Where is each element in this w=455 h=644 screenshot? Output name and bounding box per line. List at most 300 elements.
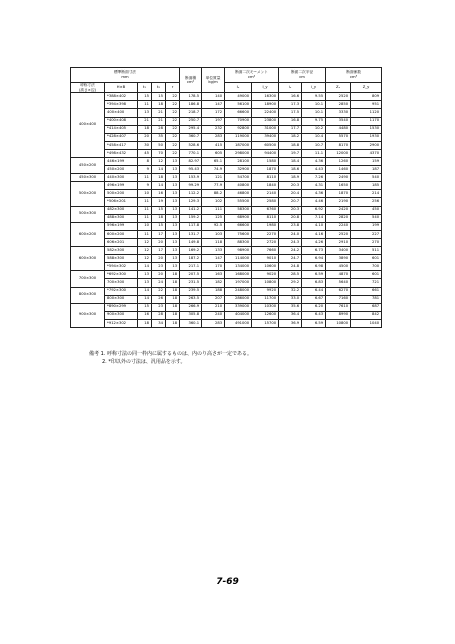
zx-cell: 2240 — [326, 222, 351, 230]
nominal-size-cell: 450×300 — [71, 174, 105, 182]
area-cell: 149.8 — [180, 238, 202, 246]
zy-cell: 1530 — [351, 125, 382, 133]
r-cell: 13 — [166, 158, 180, 166]
mass-cell: 163 — [202, 271, 225, 279]
iy-cell: 94400 — [252, 149, 279, 157]
mass-cell: 283 — [202, 133, 225, 141]
ix-cell: 187000 — [225, 141, 252, 149]
rx-cell: 16.6 — [279, 93, 302, 101]
rx-cell: 35.6 — [279, 303, 302, 311]
zx-cell: 3890 — [326, 255, 351, 263]
t2-cell: 19 — [152, 198, 166, 206]
t2-cell: 26 — [152, 295, 166, 303]
zy-cell: 4370 — [351, 149, 382, 157]
t1-cell: 11 — [138, 101, 152, 109]
zy-cell: 842 — [351, 311, 382, 319]
ix-cell: 58300 — [225, 206, 252, 214]
r-cell: 13 — [166, 182, 180, 190]
mass-cell: 170 — [202, 263, 225, 271]
iy-cell: 18900 — [252, 101, 279, 109]
hxb-cell: 400×400 — [105, 109, 138, 117]
ry-cell: 4.36 — [302, 158, 326, 166]
hxb-cell: 496×199 — [105, 182, 138, 190]
t1-cell: 12 — [138, 255, 152, 263]
rx-cell: 18.9 — [279, 174, 302, 182]
ry-cell: 4.43 — [302, 166, 326, 174]
ix-cell: 339000 — [225, 303, 252, 311]
zy-cell: 256 — [351, 198, 382, 206]
r-header: r — [166, 83, 180, 93]
t2-header: t₂ — [152, 83, 166, 93]
t2-cell: 35 — [152, 133, 166, 141]
zx-cell: 2490 — [326, 174, 351, 182]
mass-cell: 88.2 — [202, 190, 225, 198]
zy-cell: 601 — [351, 255, 382, 263]
t1-header: t₁ — [138, 83, 152, 93]
iy-cell: 39400 — [252, 133, 279, 141]
ry-cell: 10.1 — [302, 109, 326, 117]
table-header — [71, 68, 382, 93]
hxb-cell: 596×199 — [105, 222, 138, 230]
t2-cell: 18 — [152, 214, 166, 222]
r-cell: 13 — [166, 174, 180, 182]
t1-cell: 18 — [138, 125, 152, 133]
table-row — [71, 319, 382, 327]
t1-cell: 15 — [138, 93, 152, 101]
rx-cell: 18.4 — [279, 158, 302, 166]
r-cell: 13 — [166, 255, 180, 263]
ix-cell: 248000 — [225, 287, 252, 295]
hxb-cell: *394×398 — [105, 101, 138, 109]
t1-cell: 11 — [138, 214, 152, 222]
r-cell: 18 — [166, 287, 180, 295]
table-row — [71, 271, 382, 279]
rx-cell: 28.5 — [279, 271, 302, 279]
zy-cell: 450 — [351, 206, 382, 214]
ry-cell: 6.59 — [302, 271, 326, 279]
table-row — [71, 287, 382, 295]
rx-cell: 18.2 — [279, 133, 302, 141]
r-cell: 13 — [166, 247, 180, 255]
zy-cell: 721 — [351, 279, 382, 287]
ix-cell: 49000 — [225, 93, 252, 101]
zy-cell: 1120 — [351, 109, 382, 117]
zy-cell: 661 — [351, 287, 382, 295]
area-cell: 218.7 — [180, 109, 202, 117]
rog-header: 断面二次半径 cm — [279, 68, 326, 83]
ix-cell: 404000 — [225, 311, 252, 319]
area-cell: 117.8 — [180, 222, 202, 230]
ry-cell: 9.75 — [302, 117, 326, 125]
rx-cell: 20.7 — [279, 198, 302, 206]
table-row — [71, 174, 382, 182]
t1-cell: 10 — [138, 190, 152, 198]
zy-cell: 540 — [351, 214, 382, 222]
zy-cell: 601 — [351, 271, 382, 279]
t2-cell: 28 — [152, 125, 166, 133]
hxb-cell: 446×199 — [105, 158, 138, 166]
t2-cell: 23 — [152, 303, 166, 311]
hxb-cell: *506×201 — [105, 198, 138, 206]
ix-cell: 168000 — [225, 271, 252, 279]
standard-size-header: 標準断面寸法 mm — [71, 68, 180, 83]
t1-cell: 13 — [138, 279, 152, 287]
t2-cell: 17 — [152, 230, 166, 238]
hxb-cell: *428×407 — [105, 133, 138, 141]
ry-cell: 4.26 — [302, 238, 326, 246]
t1-cell: 14 — [138, 295, 152, 303]
t1-cell: 18 — [138, 319, 152, 327]
t1-cell: 45 — [138, 149, 152, 157]
r-cell: 13 — [166, 263, 180, 271]
ix-cell: 197000 — [225, 279, 252, 287]
table-row — [71, 190, 382, 198]
zx-cell: 12000 — [326, 149, 351, 157]
mass-cell: 240 — [202, 311, 225, 319]
ry-cell: 6.43 — [302, 311, 326, 319]
rx-cell: 20.8 — [279, 214, 302, 222]
nominal-size-cell: 500×300 — [71, 206, 105, 222]
t2-cell: 14 — [152, 182, 166, 190]
rx-cell: 24.7 — [279, 255, 302, 263]
t1-cell: 11 — [138, 230, 152, 238]
ry-cell: 6.83 — [302, 279, 326, 287]
iy-cell: 1870 — [252, 166, 279, 174]
zx-cell: 5640 — [326, 279, 351, 287]
table-row — [71, 255, 382, 263]
area-cell: 217.1 — [180, 263, 202, 271]
zx-cell: 8170 — [326, 141, 351, 149]
t2-cell: 20 — [152, 255, 166, 263]
r-cell: 22 — [166, 133, 180, 141]
zx-cell: 1650 — [326, 182, 351, 190]
mass-cell: 125 — [202, 214, 225, 222]
nominal-header: 呼称寸法 (高さ×辺) — [71, 83, 105, 93]
zy-cell: 1170 — [351, 117, 382, 125]
table-row — [71, 166, 382, 174]
t2-cell: 28 — [152, 311, 166, 319]
ry-cell: 6.44 — [302, 287, 326, 295]
ix-cell: 32900 — [225, 166, 252, 174]
area-header: 断面積 cm² — [180, 68, 202, 93]
hxb-cell: 440×300 — [105, 174, 138, 182]
area-cell: 360.1 — [180, 319, 202, 327]
table-row — [71, 101, 382, 109]
iy-cell: 1580 — [252, 158, 279, 166]
zy-cell: 199 — [351, 222, 382, 230]
hxb-cell: *692×300 — [105, 271, 138, 279]
iy-cell: 15700 — [252, 319, 279, 327]
iy-cell: 7660 — [252, 247, 279, 255]
rx-cell: 20.4 — [279, 190, 302, 198]
iy-cell: 10800 — [252, 279, 279, 287]
rx-cell: 20.3 — [279, 182, 302, 190]
mass-cell: 147 — [202, 101, 225, 109]
ix-cell: 56100 — [225, 101, 252, 109]
ry-cell: 11.1 — [302, 149, 326, 157]
rx-cell: 18.6 — [279, 166, 302, 174]
ix-cell: 75600 — [225, 230, 252, 238]
area-cell: 186.8 — [180, 101, 202, 109]
ry-cell: 7.26 — [302, 174, 326, 182]
rx-cell: 24.0 — [279, 230, 302, 238]
hxb-cell: 700×300 — [105, 279, 138, 287]
ix-cell: 92800 — [225, 125, 252, 133]
ix-cell: 46800 — [225, 190, 252, 198]
rx-cell: 17.5 — [279, 109, 302, 117]
t2-cell: 16 — [152, 190, 166, 198]
r-cell: 13 — [166, 198, 180, 206]
mass-cell: 74.9 — [202, 166, 225, 174]
t1-cell: 9 — [138, 166, 152, 174]
mass-cell: 121 — [202, 174, 225, 182]
area-cell: 231.5 — [180, 279, 202, 287]
ry-cell: 4.36 — [302, 190, 326, 198]
hxb-header: H×B — [105, 83, 138, 93]
r-cell: 13 — [166, 214, 180, 222]
hxb-cell: 500×200 — [105, 190, 138, 198]
mass-header: 単位質量 kg/m — [202, 68, 225, 93]
ry-cell: 6.67 — [302, 295, 326, 303]
table-row — [71, 230, 382, 238]
mass-cell: 283 — [202, 319, 225, 327]
area-cell: 360.7 — [180, 133, 202, 141]
table-body — [71, 93, 382, 328]
ix-cell: 28100 — [225, 158, 252, 166]
zx-cell: 3540 — [326, 117, 351, 125]
iy-cell: 22400 — [252, 109, 279, 117]
nominal-size-cell: 900×300 — [71, 303, 105, 327]
area-cell: 129.3 — [180, 198, 202, 206]
ix-cell: 98900 — [225, 247, 252, 255]
iy-cell: 31000 — [252, 125, 279, 133]
table-row — [71, 109, 382, 117]
ix-cell: 119000 — [225, 133, 252, 141]
t1-cell: 10 — [138, 222, 152, 230]
area-cell: 770.1 — [180, 149, 202, 157]
mass-cell: 415 — [202, 141, 225, 149]
mass-cell: 182 — [202, 279, 225, 287]
t2-cell: 20 — [152, 238, 166, 246]
table-row — [71, 279, 382, 287]
iy-header: I_y — [252, 83, 279, 93]
hxb-cell: *458×417 — [105, 141, 138, 149]
t2-cell: 14 — [152, 166, 166, 174]
t1-cell: 9 — [138, 182, 152, 190]
area-cell: 305.8 — [180, 311, 202, 319]
mass-cell: 197 — [202, 117, 225, 125]
r-cell: 13 — [166, 190, 180, 198]
iy-cell: 2270 — [252, 230, 279, 238]
zy-cell: 809 — [351, 93, 382, 101]
r-cell: 22 — [166, 149, 180, 157]
t1-cell: 13 — [138, 109, 152, 117]
zx-cell: 7160 — [326, 295, 351, 303]
r-cell: 22 — [166, 101, 180, 109]
area-cell: 178.5 — [180, 93, 202, 101]
area-cell: 295.4 — [180, 125, 202, 133]
zx-cell: 5570 — [326, 133, 351, 141]
zy-cell: 185 — [351, 182, 382, 190]
note-2: 2. *印以外の寸法は、汎用品を示す。 — [102, 358, 186, 365]
mass-cell: 118 — [202, 238, 225, 246]
ry-cell: 9.55 — [302, 93, 326, 101]
mass-cell: 133 — [202, 247, 225, 255]
iy-cell: 8110 — [252, 214, 279, 222]
t1-cell: 11 — [138, 174, 152, 182]
area-cell: 141.2 — [180, 206, 202, 214]
rx-cell: 18.8 — [279, 141, 302, 149]
zx-cell: 3330 — [326, 109, 351, 117]
t1-cell: 14 — [138, 287, 152, 295]
area-cell: 187.2 — [180, 255, 202, 263]
nominal-size-cell: 600×200 — [71, 222, 105, 246]
hxb-cell: 588×300 — [105, 255, 138, 263]
r-cell: 18 — [166, 279, 180, 287]
t1-cell: 11 — [138, 198, 152, 206]
nominal-size-cell: 600×300 — [71, 247, 105, 271]
nominal-size-cell: 500×200 — [71, 182, 105, 206]
mass-cell: 188 — [202, 287, 225, 295]
area-cell: 153.9 — [180, 174, 202, 182]
t2-cell: 21 — [152, 109, 166, 117]
zy-cell: 540 — [351, 174, 382, 182]
table-row — [71, 295, 382, 303]
area-cell: 95.43 — [180, 166, 202, 174]
rx-cell: 17.7 — [279, 125, 302, 133]
r-cell: 22 — [166, 141, 180, 149]
ry-cell: 10.4 — [302, 133, 326, 141]
r-cell: 22 — [166, 125, 180, 133]
area-cell: 169.2 — [180, 247, 202, 255]
r-cell: 18 — [166, 311, 180, 319]
hxb-cell: 488×300 — [105, 214, 138, 222]
iy-cell: 11700 — [252, 295, 279, 303]
ix-cell: 286000 — [225, 295, 252, 303]
zy-cell: 2900 — [351, 141, 382, 149]
ry-cell: 6.73 — [302, 247, 326, 255]
mass-cell: 140 — [202, 93, 225, 101]
t2-cell: 15 — [152, 206, 166, 214]
table-row — [71, 214, 382, 222]
t1-cell: 8 — [138, 158, 152, 166]
iy-cell: 9020 — [252, 271, 279, 279]
zy-cell: 1930 — [351, 133, 382, 141]
area-cell: 112.2 — [180, 190, 202, 198]
iy-cell: 2720 — [252, 238, 279, 246]
zy-cell: 1040 — [351, 319, 382, 327]
t1-cell: 30 — [138, 141, 152, 149]
rx-cell: 36.9 — [279, 319, 302, 327]
mass-cell: 207 — [202, 295, 225, 303]
nominal-size-cell: 700×300 — [71, 271, 105, 287]
iy-cell: 6760 — [252, 206, 279, 214]
t1-cell: 12 — [138, 238, 152, 246]
ix-cell: 298000 — [225, 149, 252, 157]
ix-cell: 40800 — [225, 182, 252, 190]
t2-cell: 18 — [152, 174, 166, 182]
t1-cell: 16 — [138, 311, 152, 319]
zx-cell: 1460 — [326, 166, 351, 174]
ix-cell: 68900 — [225, 214, 252, 222]
rx-cell: 16.8 — [279, 117, 302, 125]
ry-cell: 4.16 — [302, 230, 326, 238]
zy-cell: 511 — [351, 247, 382, 255]
zy-cell: 214 — [351, 190, 382, 198]
notes — [89, 351, 252, 366]
t1-cell: 12 — [138, 247, 152, 255]
ry-cell: 4.10 — [302, 222, 326, 230]
iy-cell: 10300 — [252, 303, 279, 311]
r-cell: 22 — [166, 93, 180, 101]
iy-cell: 9010 — [252, 255, 279, 263]
table-row — [71, 93, 382, 101]
area-cell: 263.5 — [180, 295, 202, 303]
ry-header: i_y — [302, 83, 326, 93]
ry-cell: 6.98 — [302, 263, 326, 271]
area-cell: 131.7 — [180, 230, 202, 238]
ix-cell: 88300 — [225, 238, 252, 246]
ix-cell: 54700 — [225, 174, 252, 182]
zx-cell: 2820 — [326, 214, 351, 222]
hxb-cell: 606×201 — [105, 238, 138, 246]
iy-cell: 1840 — [252, 182, 279, 190]
nominal-size-cell: 800×300 — [71, 287, 105, 303]
hxb-cell: *912×302 — [105, 319, 138, 327]
table-row — [71, 158, 382, 166]
t2-cell: 34 — [152, 319, 166, 327]
rx-cell: 33.0 — [279, 295, 302, 303]
iy-cell: 60500 — [252, 141, 279, 149]
mass-cell: 605 — [202, 149, 225, 157]
rx-cell: 24.3 — [279, 238, 302, 246]
ry-cell: 6.94 — [302, 255, 326, 263]
t2-cell: 20 — [152, 271, 166, 279]
t1-cell: 13 — [138, 271, 152, 279]
zx-cell: 4870 — [326, 271, 351, 279]
hxb-cell: 582×300 — [105, 247, 138, 255]
hxb-cell: *498×432 — [105, 149, 138, 157]
iy-cell: 23800 — [252, 117, 279, 125]
ix-cell: 66600 — [225, 222, 252, 230]
r-cell: 18 — [166, 303, 180, 311]
r-cell: 22 — [166, 109, 180, 117]
ix-cell: 134000 — [225, 263, 252, 271]
t2-cell: 23 — [152, 263, 166, 271]
ry-cell: 6.92 — [302, 206, 326, 214]
note-1: 備考 1. 呼称寸法の同一枠内に属するものは、内のり高さが一定である。 — [89, 351, 252, 357]
mass-cell: 65.1 — [202, 158, 225, 166]
zy-header: Z_y — [351, 83, 382, 93]
iy-cell: 8110 — [252, 174, 279, 182]
iy-cell: 2140 — [252, 190, 279, 198]
hxb-cell: *414×405 — [105, 125, 138, 133]
iy-cell: 12600 — [252, 311, 279, 319]
table-row — [71, 247, 382, 255]
table-row — [71, 182, 382, 190]
rx-cell: 32.2 — [279, 287, 302, 295]
nominal-size-cell: 450×200 — [71, 158, 105, 174]
ix-cell: 66600 — [225, 109, 252, 117]
rx-cell: 29.2 — [279, 279, 302, 287]
ix-cell: 70900 — [225, 117, 252, 125]
zy-cell: 951 — [351, 101, 382, 109]
zy-cell: 270 — [351, 238, 382, 246]
hxb-cell: *792×300 — [105, 287, 138, 295]
zx-cell: 7610 — [326, 303, 351, 311]
zy-cell: 159 — [351, 158, 382, 166]
t2-cell: 15 — [152, 93, 166, 101]
